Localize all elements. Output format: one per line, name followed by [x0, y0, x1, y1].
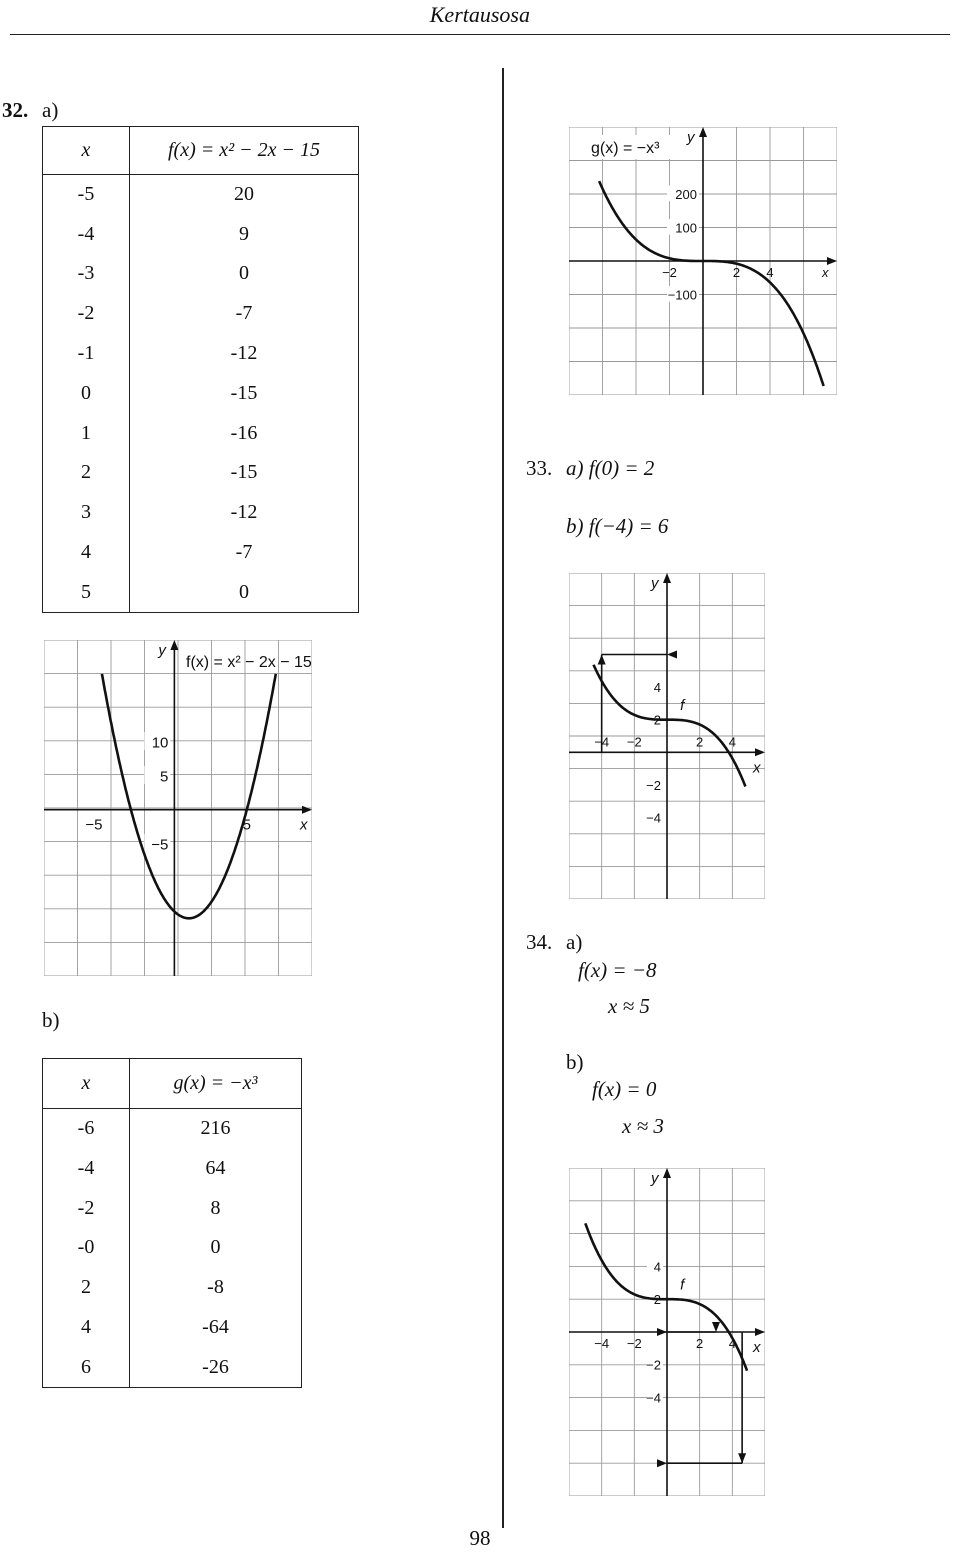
table-f-cell: 0	[43, 373, 130, 413]
table-g-row	[43, 1348, 302, 1388]
graph-f-title: f(x) = x² − 2x − 15	[186, 654, 312, 671]
table-f-row	[43, 294, 359, 334]
graph-33-ylabel: y	[651, 575, 659, 592]
table-g-cell: -2	[43, 1188, 130, 1228]
table-f-row	[43, 572, 359, 612]
y-tick-label: −100	[667, 287, 697, 303]
graph-g-title: g(x) = −x³	[591, 140, 660, 157]
table-f-body	[43, 175, 359, 613]
header-rule	[10, 34, 950, 35]
table-g-cell: -64	[202, 1316, 229, 1339]
table-g-cell: 216	[200, 1117, 231, 1140]
table-f-row	[43, 533, 359, 573]
graph-33-function-label: f	[680, 696, 685, 714]
table-g-body	[43, 1109, 302, 1388]
table-g-row	[43, 1109, 302, 1149]
table-f-cell: 0	[239, 262, 249, 285]
table-f-cell: -7	[235, 541, 253, 564]
table-f-cell: 1	[43, 413, 130, 453]
exercise-32-label: 32.	[2, 98, 29, 122]
table-f-cell: -12	[230, 342, 258, 365]
exercise-34-a-equation: f(x) = −8	[578, 958, 657, 982]
table-f-col-x: x	[43, 127, 130, 175]
exercise-33-label: 33.	[526, 456, 553, 480]
table-f-cell: -5	[43, 175, 130, 215]
x-axis-arrow	[302, 806, 312, 814]
guide-arrow	[712, 1322, 720, 1332]
column-divider	[502, 68, 504, 1528]
graph-g-ylabel: y	[687, 129, 695, 146]
y-tick-label: −4	[646, 810, 661, 826]
guide-arrow	[667, 651, 677, 659]
table-f-cell: 2	[43, 453, 130, 493]
x-tick-label: −2	[626, 1336, 642, 1351]
exercise-34-label: 34.	[526, 930, 553, 954]
table-f-cell: -12	[230, 501, 258, 524]
exercise-33-line-a: a) f(0) = 2	[566, 456, 655, 480]
table-f-cell: -15	[230, 381, 258, 404]
exercise-34-part-b: b)	[566, 1050, 584, 1074]
table-g-cell: -4	[43, 1148, 130, 1188]
table-g-cell: -0	[43, 1228, 130, 1268]
x-tick-label: 2	[696, 734, 704, 750]
table-f-cell: -4	[43, 214, 130, 254]
guide-arrow	[598, 655, 606, 665]
x-tick-label: 4	[728, 1336, 736, 1351]
table-g-cell: -6	[43, 1109, 130, 1149]
exercise-34-a-solution: x ≈ 5	[608, 994, 650, 1018]
y-tick-label: 200	[675, 186, 697, 202]
exercise-34-b-solution: x ≈ 3	[622, 1114, 664, 1138]
curve-34	[585, 1223, 747, 1370]
y-axis-arrow	[663, 1168, 671, 1178]
guide-arrow	[738, 1453, 746, 1463]
table-g-cell: 2	[43, 1268, 130, 1308]
graph-f-xlabel: x	[300, 816, 308, 834]
graph-33	[569, 573, 765, 899]
table-f-cell: 0	[239, 580, 249, 603]
y-axis-arrow	[663, 573, 671, 583]
table-g-cell: 8	[210, 1196, 221, 1219]
table-g-row	[43, 1308, 302, 1348]
graph-33-xlabel: x	[753, 759, 761, 777]
table-f-row	[43, 334, 359, 374]
x-axis-arrow	[755, 748, 765, 756]
table-g-values	[42, 1058, 302, 1388]
graph-f-ticks	[85, 732, 251, 853]
table-f-col-f: f(x) = x² − 2x − 15	[130, 127, 359, 175]
table-f-row	[43, 493, 359, 533]
graph-34	[569, 1168, 765, 1496]
table-f-cell: 20	[234, 183, 254, 206]
table-g-col-x: x	[43, 1059, 130, 1109]
table-g-cell: -8	[207, 1276, 224, 1299]
x-tick-label: x	[822, 265, 829, 280]
y-tick-label: 4	[653, 1259, 661, 1275]
graph-34-ylabel: y	[651, 1170, 659, 1187]
table-g-cell: -26	[202, 1355, 229, 1378]
y-tick-label: 2	[653, 1292, 661, 1308]
graph-g-ticks	[662, 186, 829, 303]
x-tick-label: 2	[732, 265, 741, 280]
y-tick-label: 10	[151, 734, 169, 752]
table-f-cell: 3	[43, 493, 130, 533]
y-axis-arrow	[170, 640, 178, 650]
x-tick-label: 5	[242, 816, 251, 834]
x-axis-arrow	[827, 257, 837, 265]
table-f-cell: 4	[43, 533, 130, 573]
table-f-cell: -3	[43, 254, 130, 294]
table-f-row	[43, 254, 359, 294]
x-tick-label: −5	[85, 816, 103, 834]
table-g-row	[43, 1148, 302, 1188]
table-f-cell: 5	[43, 572, 130, 612]
y-tick-label: 2	[653, 712, 661, 728]
table-g-row	[43, 1268, 302, 1308]
x-tick-label: −2	[626, 734, 642, 750]
guide-arrow	[657, 1328, 667, 1336]
x-tick-label: −4	[594, 1336, 610, 1351]
table-f-row	[43, 413, 359, 453]
table-g-cell: 0	[210, 1236, 221, 1259]
table-f-values	[42, 126, 359, 613]
y-tick-label: 100	[675, 220, 697, 236]
curve-f	[102, 674, 276, 918]
table-f-cell: -15	[230, 461, 258, 484]
graph-g	[569, 127, 837, 395]
table-g-cell: 4	[43, 1308, 130, 1348]
curve-g	[599, 181, 824, 386]
y-tick-label: −2	[646, 1357, 661, 1373]
y-axis-arrow	[699, 127, 707, 137]
graph-f	[44, 640, 312, 976]
header-title: Kertausosa	[429, 2, 530, 27]
table-f-row	[43, 373, 359, 413]
table-g-row	[43, 1188, 302, 1228]
x-tick-label: 4	[766, 265, 774, 280]
y-tick-label: −2	[646, 777, 661, 793]
table-g-cell: 64	[205, 1156, 226, 1179]
y-tick-label: 4	[653, 680, 661, 696]
y-tick-label: −5	[151, 836, 169, 854]
graph-f-ylabel: y	[158, 642, 166, 659]
guide-arrow	[657, 1459, 667, 1467]
y-tick-label: −4	[646, 1390, 661, 1406]
exercise-33-line-b: b) f(−4) = 6	[566, 514, 669, 538]
page-number: 98	[469, 1526, 491, 1550]
table-f-row	[43, 175, 359, 215]
graph-34-xlabel: x	[753, 1339, 761, 1356]
table-g-row	[43, 1228, 302, 1268]
table-f-cell: -1	[43, 334, 130, 374]
table-g-cell: 6	[43, 1348, 130, 1388]
table-f-row	[43, 214, 359, 254]
x-tick-label: 4	[728, 734, 736, 750]
exercise-32-part-b: b)	[42, 1008, 60, 1032]
x-axis-arrow	[755, 1328, 765, 1336]
table-f-cell: -2	[43, 294, 130, 334]
table-f-cell: 9	[239, 222, 249, 245]
table-f-cell: -7	[235, 302, 253, 325]
x-tick-label: −2	[662, 265, 677, 280]
y-tick-label: 5	[160, 768, 169, 786]
table-g-col-g: g(x) = −x³	[130, 1059, 302, 1109]
x-tick-label: 2	[696, 1336, 704, 1351]
x-tick-label: −4	[594, 734, 610, 750]
table-f-row	[43, 453, 359, 493]
graph-34-function-label: f	[680, 1276, 685, 1294]
table-f-cell: -16	[230, 421, 258, 444]
exercise-34-b-equation: f(x) = 0	[592, 1077, 657, 1101]
exercise-32-part-a: a)	[42, 98, 59, 122]
exercise-34-part-a: a)	[566, 930, 583, 954]
